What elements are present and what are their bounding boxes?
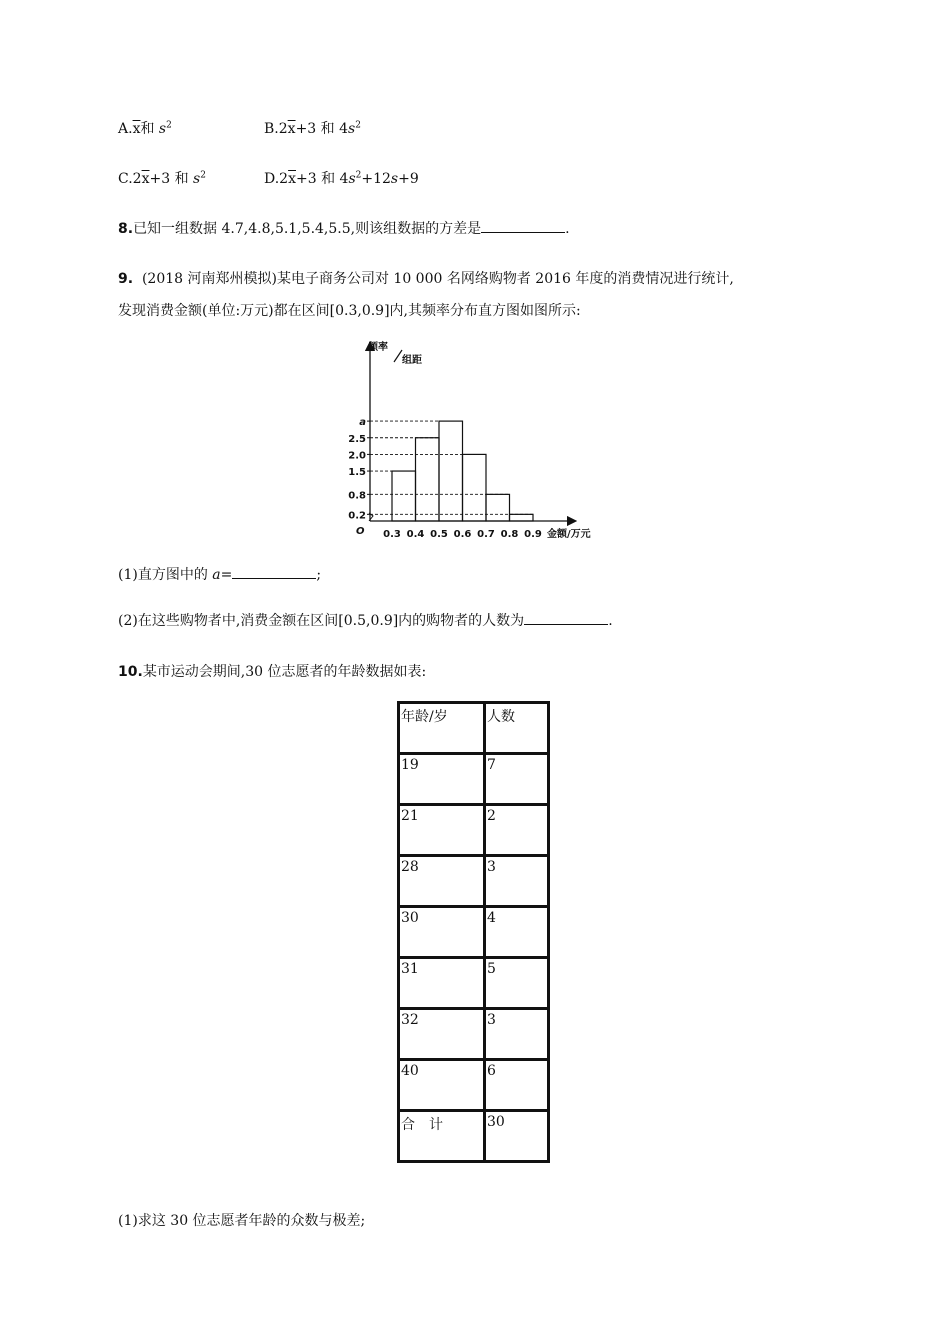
y-tick-label: 0.8 bbox=[348, 490, 366, 502]
sub-end: ; bbox=[316, 567, 322, 583]
table-cell: 6 bbox=[485, 1060, 549, 1111]
table-cell: 31 bbox=[399, 958, 485, 1009]
question-number: 10. bbox=[118, 664, 143, 680]
sub-end: . bbox=[608, 613, 613, 629]
s-var: s bbox=[390, 171, 399, 187]
table-cell: 40 bbox=[399, 1060, 485, 1111]
table-cell: 32 bbox=[399, 1009, 485, 1060]
histogram-bar bbox=[416, 438, 440, 521]
table-cell: 7 bbox=[485, 754, 549, 805]
frequency-histogram bbox=[340, 338, 610, 543]
sub-text: (2)在这些购物者中,消费金额在区间[0.5,0.9]内的购物者的人数为 bbox=[118, 613, 525, 629]
origin-label: O bbox=[356, 526, 365, 537]
table-cell: 合 计 bbox=[399, 1111, 485, 1162]
answer-blank[interactable] bbox=[524, 610, 608, 625]
exponent: 2 bbox=[200, 170, 206, 181]
equals: = bbox=[220, 567, 233, 583]
age-table bbox=[397, 701, 550, 1163]
table-row bbox=[399, 856, 549, 907]
table-row bbox=[399, 805, 549, 856]
y-label-slash bbox=[394, 350, 402, 362]
exponent: 2 bbox=[166, 120, 172, 131]
table-cell: 28 bbox=[399, 856, 485, 907]
table-row bbox=[399, 907, 549, 958]
option-c bbox=[118, 168, 206, 188]
option-d-tail: +12 bbox=[361, 171, 391, 187]
answer-blank[interactable] bbox=[232, 564, 316, 579]
s-var: s bbox=[348, 171, 356, 187]
question-number: 9. bbox=[118, 271, 134, 287]
histogram-bar bbox=[463, 454, 487, 521]
table-cell: 2 bbox=[485, 805, 549, 856]
table-cell: 3 bbox=[485, 1009, 549, 1060]
sub-text: (1)求这 30 位志愿者年龄的众数与极差; bbox=[118, 1213, 366, 1229]
option-c-label: C.2 bbox=[118, 171, 142, 187]
x-bar: $\overline{x}$ bbox=[288, 171, 296, 187]
x-tick-label: 0.7 bbox=[477, 529, 495, 540]
x-tick-label: 0.6 bbox=[453, 529, 472, 540]
table-row bbox=[399, 958, 549, 1009]
option-a-and: 和 bbox=[140, 121, 155, 137]
answer-blank[interactable] bbox=[481, 218, 565, 233]
option-c-plus: +3 和 bbox=[149, 171, 189, 187]
table-cell: 30 bbox=[485, 1111, 549, 1162]
x-tick-label: 0.4 bbox=[406, 529, 425, 540]
question-text: 已知一组数据 4.7,4.8,5.1,5.4,5.5,则该组数据的方差是 bbox=[133, 221, 482, 237]
exponent: 2 bbox=[355, 170, 362, 181]
question-9-sub2 bbox=[118, 610, 613, 630]
table-cell: 3 bbox=[485, 856, 549, 907]
option-d-label: D.2 bbox=[264, 171, 289, 187]
option-b-plus: +3 和 4 bbox=[295, 121, 349, 137]
question-text: (2018 河南郑州模拟)某电子商务公司对 10 000 名网络购物者 2016 年度的消费情况进行统计, bbox=[141, 271, 734, 287]
question-9-line2 bbox=[118, 300, 581, 320]
x-bar: $\overline{x}$ bbox=[141, 171, 150, 187]
option-d bbox=[264, 168, 419, 188]
y-tick-label: 2.5 bbox=[348, 433, 366, 445]
option-d-plus: +3 和 4 bbox=[296, 171, 349, 187]
x-tick-label: 0.9 bbox=[524, 529, 542, 540]
question-text: 发现消费金额(单位:万元)都在区间[0.3,0.9]内,其频率分布直方图如图所示: bbox=[118, 303, 581, 319]
question-10-sub1 bbox=[118, 1210, 365, 1230]
exponent: 2 bbox=[355, 120, 361, 131]
table-cell: 19 bbox=[399, 754, 485, 805]
option-d-end: +9 bbox=[398, 171, 419, 187]
table-cell: 年龄/岁 bbox=[399, 703, 485, 754]
question-8 bbox=[118, 218, 570, 238]
table-row bbox=[399, 1060, 549, 1111]
table-row bbox=[399, 1111, 549, 1162]
question-10 bbox=[118, 661, 426, 681]
histogram-bar bbox=[392, 471, 416, 521]
option-a bbox=[118, 118, 172, 138]
table-row bbox=[399, 1009, 549, 1060]
y-tick-label: 0.2 bbox=[348, 510, 366, 522]
a-var: a bbox=[212, 567, 221, 583]
x-axis-label: 金额/万元 bbox=[547, 529, 591, 540]
y-label-bottom: 组距 bbox=[402, 355, 422, 366]
y-tick-label: 1.5 bbox=[348, 467, 366, 479]
table-cell: 4 bbox=[485, 907, 549, 958]
s-var: s bbox=[158, 121, 167, 137]
question-9-line1 bbox=[118, 268, 734, 288]
table-cell: 人数 bbox=[485, 703, 549, 754]
table-cell: 30 bbox=[399, 907, 485, 958]
x-tick-label: 0.5 bbox=[430, 529, 448, 540]
x-bar: $\overline{x}$ bbox=[287, 121, 296, 137]
sub-text: (1)直方图中的 bbox=[118, 567, 208, 583]
s-var: s bbox=[348, 121, 356, 137]
y-tick-label: 2.0 bbox=[348, 450, 366, 462]
x-tick-label: 0.8 bbox=[500, 529, 519, 540]
question-end: . bbox=[565, 221, 570, 237]
option-b bbox=[264, 118, 361, 138]
histogram-bar bbox=[510, 514, 534, 521]
question-9-sub1 bbox=[118, 564, 321, 584]
option-b-label: B.2 bbox=[264, 121, 288, 137]
histogram-bar bbox=[486, 494, 510, 521]
x-tick-label: 0.3 bbox=[383, 529, 401, 540]
question-text: 某市运动会期间,30 位志愿者的年龄数据如表: bbox=[142, 664, 427, 680]
question-number: 8. bbox=[118, 221, 134, 237]
s-var: s bbox=[193, 171, 201, 187]
x-bar: $\overline{x}$ bbox=[132, 121, 141, 137]
table-header-row bbox=[399, 703, 549, 754]
histogram-bar bbox=[439, 421, 463, 521]
y-label-top: 频率 bbox=[368, 342, 388, 353]
table-cell: 5 bbox=[485, 958, 549, 1009]
table-cell: 21 bbox=[399, 805, 485, 856]
option-a-label: A. bbox=[118, 121, 133, 137]
y-tick-label: a bbox=[359, 417, 366, 429]
table-row bbox=[399, 754, 549, 805]
